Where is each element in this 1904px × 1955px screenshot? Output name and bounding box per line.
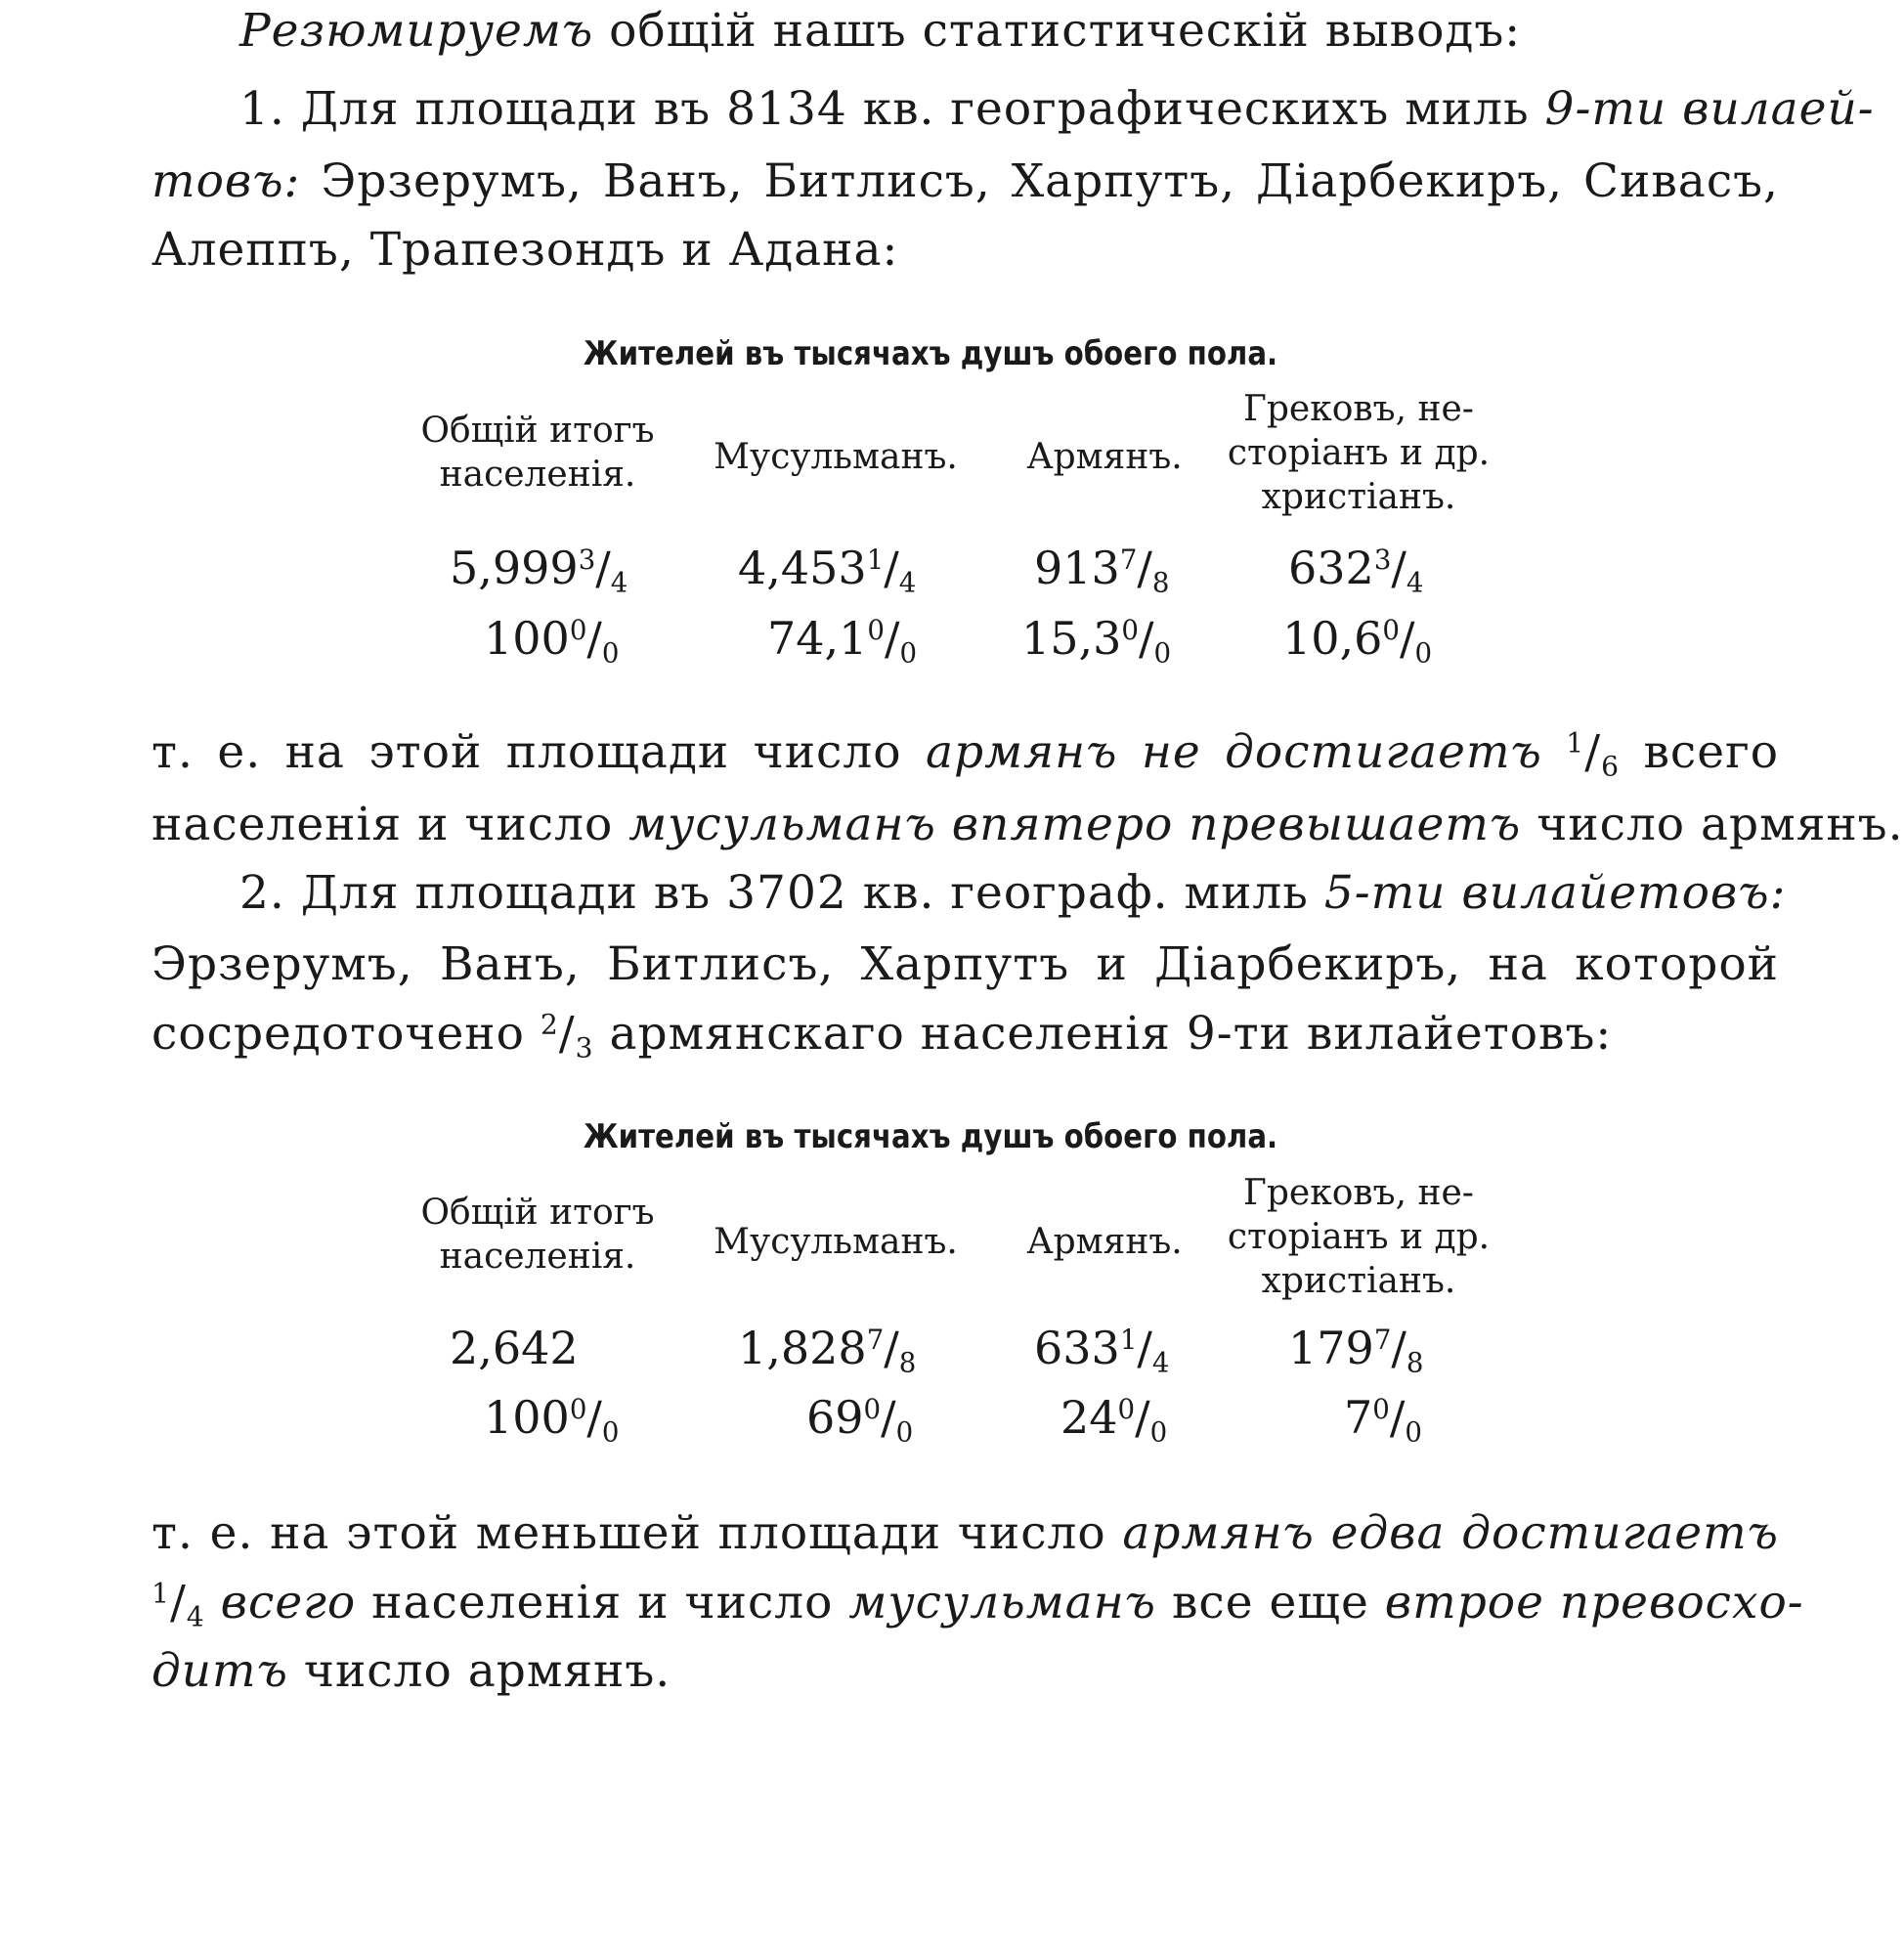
table2-header-armen: Армянъ.	[1026, 1222, 1183, 1262]
table2-pct-muslim: $69^0/_0$	[806, 1391, 914, 1449]
para2-line2-italic: мусульманъ впятеро превышаетъ	[628, 798, 1522, 851]
para4-line2-italic2: мусульманъ	[848, 1576, 1156, 1629]
para3-line3-text-b: армянскаго населенія 9-ти вилайетовъ:	[609, 1007, 1613, 1061]
table2-header-greek-line3: христіанъ.	[1261, 1261, 1456, 1301]
table1-header-total	[411, 409, 665, 497]
para2-line1-fraction: $^1/_6$	[1566, 725, 1621, 783]
table2-header-greek-line1: Грековъ, не-	[1243, 1173, 1474, 1213]
para1-line1-text: 1. Для площади въ 8134 кв. географическихъ миль	[239, 82, 1530, 136]
para3-line2	[151, 932, 1779, 998]
para1-line1	[239, 76, 1875, 143]
para4-line2	[151, 1570, 1804, 1636]
table1-header-total-line1: Общій итогъ	[420, 411, 655, 451]
para2-line1-italic: армянъ не достигаетъ	[925, 725, 1542, 779]
para3-line3-fraction: $^2/_3$	[540, 1007, 594, 1064]
para3-line1	[239, 860, 1787, 927]
para2-line1	[151, 719, 1779, 786]
para4-line2-italic1: всего	[220, 1576, 357, 1629]
table1-header-greek	[1217, 387, 1500, 519]
table1-pct-muslim: $74,1^0/_0$	[767, 612, 918, 670]
table1-header-total-line2: населенія.	[439, 455, 636, 495]
table2-count-greek: $179^7/_8$	[1288, 1322, 1424, 1379]
para1-line2-italic: товъ:	[151, 154, 301, 208]
table1-pct-greek: $10,6^0/_0$	[1282, 612, 1433, 670]
para1-line1-italic: 9-ти вилаей-	[1544, 82, 1875, 136]
para2-line2-text-a: населенія и число	[151, 798, 614, 851]
table2-pct-total: $100^0/_0$	[484, 1391, 620, 1449]
intro-rest: общій нашъ статистическій выводъ:	[609, 4, 1522, 58]
table2-header-greek	[1217, 1171, 1500, 1303]
para3-line3	[151, 1001, 1779, 1067]
para1-line2-text: Эрзерумъ, Ванъ, Битлисъ, Харпутъ, Діарбекиръ, Сивасъ,	[321, 154, 1779, 208]
para4-line3-italic: дитъ	[151, 1644, 288, 1698]
table2-header-total-line2: населенія.	[439, 1237, 636, 1277]
para4-line3-text: число армянъ.	[303, 1644, 671, 1698]
para4-line1-text: т. е. на этой меньшей площади число	[151, 1506, 1106, 1560]
para4-line3	[151, 1638, 1779, 1705]
para4-line2-italic3: втрое превосхо-	[1384, 1576, 1804, 1629]
table1-count-muslim: $4,453^1/_4$	[738, 542, 917, 599]
table2-header-greek-line2: сторіанъ и др.	[1227, 1217, 1491, 1257]
table2-title: Жителей въ тысячахъ душъ обоего пола.	[583, 1117, 1278, 1156]
table2-header-total	[411, 1191, 665, 1279]
para1-line3-text: Алеппъ, Трапезондъ и Адана:	[151, 223, 899, 277]
table1-header-greek-line3: христіанъ.	[1261, 477, 1456, 517]
table1-count-total: $5,999^3/_4$	[450, 542, 628, 599]
para4-line2-fraction: $^1/_4$	[151, 1576, 205, 1633]
intro-lead: Резюмируемъ	[239, 4, 594, 58]
para3-line1-text: 2. Для площади въ 3702 кв. географ. миль	[239, 866, 1309, 920]
table1-pct-total: $100^0/_0$	[484, 612, 620, 670]
para1-line3	[151, 217, 1779, 283]
table1-header-greek-line2: сторіанъ и др.	[1227, 433, 1491, 473]
table2-count-total: 2,642	[450, 1322, 579, 1374]
para4-line2-text-a: населенія и число	[371, 1576, 834, 1629]
table2-count-muslim: $1,828^7/_8$	[738, 1322, 917, 1379]
para2-line1-text-b: всего	[1643, 725, 1779, 779]
table2-pct-greek: $7^0/_0$	[1344, 1391, 1422, 1449]
para3-line3-text-a: сосредоточено	[151, 1007, 525, 1061]
para2-line2	[151, 792, 1904, 858]
para2-line1-text-a: т. е. на этой площади число	[151, 725, 902, 779]
table1-header-greek-line1: Грековъ, не-	[1243, 389, 1474, 429]
table2-count-armen: $633^1/_4$	[1034, 1322, 1170, 1379]
table2-header-total-line1: Общій итогъ	[420, 1193, 655, 1233]
para4-line2-text-b: все еще	[1171, 1576, 1369, 1629]
table2-header-muslim: Мусульманъ.	[714, 1222, 958, 1262]
table1-title: Жителей въ тысячахъ душъ обоего пола.	[583, 334, 1278, 373]
table2-pct-armen: $24^0/_0$	[1060, 1391, 1168, 1449]
table1-count-greek: $632^3/_4$	[1288, 542, 1424, 599]
para4-line1	[151, 1500, 1779, 1567]
table1-count-armen: $913^7/_8$	[1034, 542, 1170, 599]
para3-line2-text: Эрзерумъ, Ванъ, Битлисъ, Харпутъ и Діарбекиръ, на которой	[151, 937, 1779, 991]
para3-line1-italic: 5-ти вилайетовъ:	[1323, 866, 1787, 920]
intro-line	[239, 0, 1779, 65]
table1-header-muslim: Мусульманъ.	[714, 437, 958, 477]
para1-line2	[151, 149, 1779, 215]
para4-line1-italic: армянъ едва достигаетъ	[1122, 1506, 1779, 1560]
table1-header-armen: Армянъ.	[1026, 437, 1183, 477]
para2-line2-text-b: число армянъ.	[1536, 798, 1904, 851]
table1-pct-armen: $15,3^0/_0$	[1021, 612, 1172, 670]
